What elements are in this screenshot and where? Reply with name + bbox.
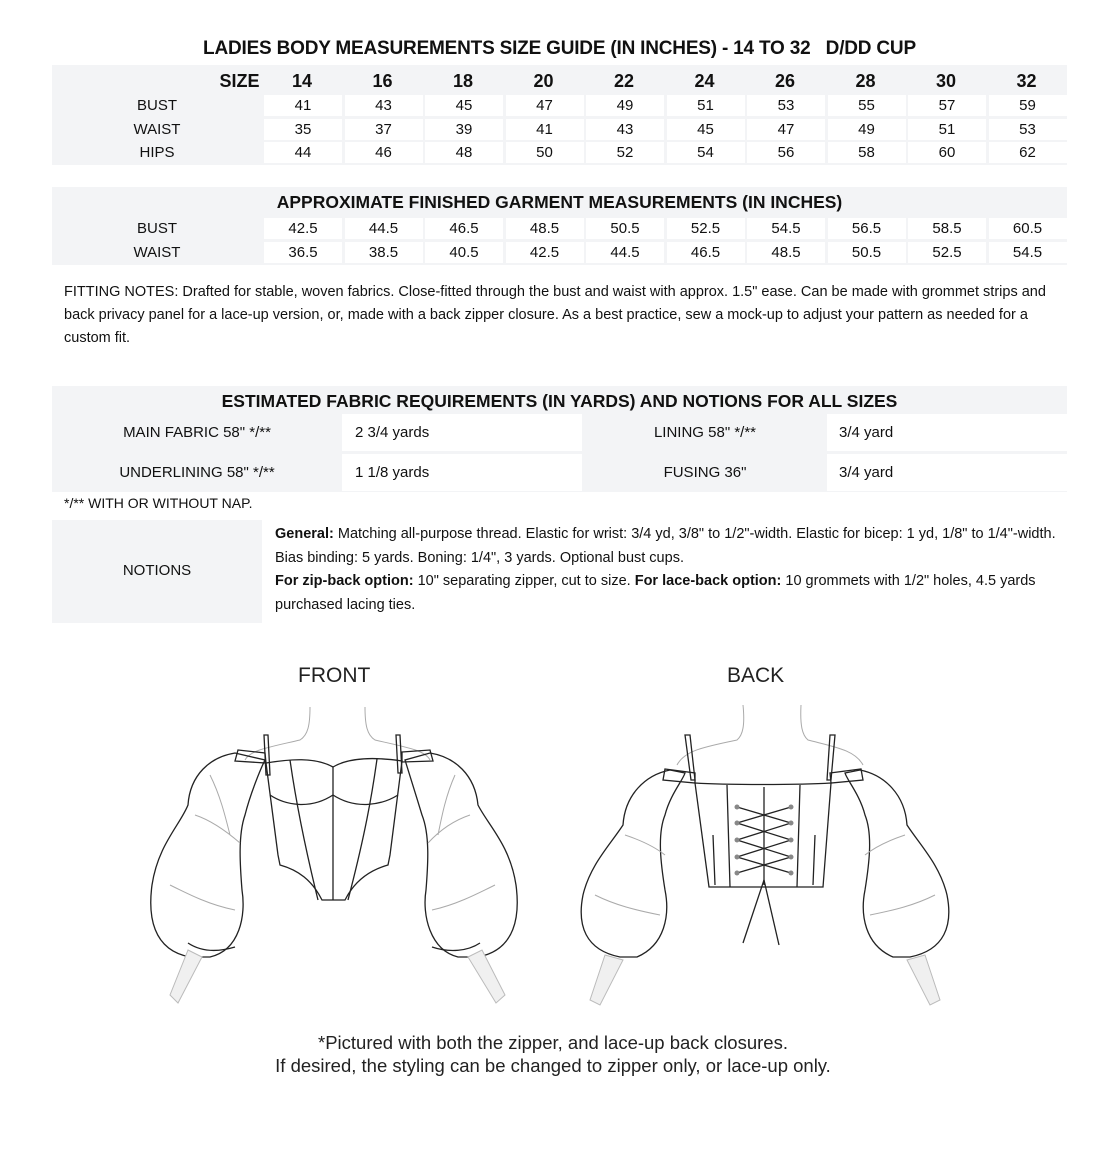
back-bodice [695,783,831,887]
finished-measurement-cell: 60.5 [989,218,1067,239]
measurement-cell: 52 [586,142,664,163]
notions-text [275,523,1065,617]
measurement-cell: 58 [828,142,906,163]
front-right-sleeve [405,753,517,1003]
fitting-notes: FITTING NOTES: Drafted for stable, woven fabrics. Close-fitted through the bust and waist with approx. 1.5" ease. Can be made with grommet strips and back privacy panel for a lace-up version, or, made with a back zipper closure. As a best practice, sew a mock-up to adjust your pattern as needed for a custom fit. [64,284,1046,346]
back-left-sleeve [581,770,685,1005]
front-garment-illustration [150,695,560,1025]
measurement-cell: 53 [747,95,825,116]
fabric-value-lining: 3/4 yard [827,414,1067,451]
fabric-value-fusing: 3/4 yard [827,454,1067,491]
finished-measurement-cell: 42.5 [506,242,584,263]
measurement-cell: 45 [667,119,745,140]
measurement-cell: 60 [908,142,986,163]
measurement-cell: 57 [908,95,986,116]
measurement-cell: 51 [908,119,986,140]
finished-measurement-cell: 56.5 [828,218,906,239]
notions-label: NOTIONS [122,562,192,579]
measurement-cell: 59 [989,95,1067,116]
notions-general-text: Matching all-purpose thread. Elastic for wrist: 3/4 yd, 3/8" to 1/2"-width. Elastic for bicep: 1 yd, 1/8" to 1/4"-width. Bias binding: 5 yards. Boning: 1/4", 3 yards. Optional bust cups. [275,526,1056,566]
measurement-cell: 43 [586,119,664,140]
measurement-cell: 55 [828,95,906,116]
size-header: 24 [694,71,715,91]
row-label-waist: WAIST [133,244,181,261]
back-view-label: BACK [727,664,785,687]
size-header: 16 [372,71,393,91]
finished-measurement-cell: 52.5 [667,218,745,239]
finished-measurement-cell: 46.5 [425,218,503,239]
finished-measurement-cell: 54.5 [747,218,825,239]
notions-zip-text: 10" separating zipper, cut to size. [413,573,635,589]
row-label-bust: BUST [136,97,177,114]
measurement-cell: 47 [506,95,584,116]
finished-measurement-cell: 36.5 [264,242,342,263]
fabric-value-main: 2 3/4 yards [342,414,582,451]
size-header: 32 [1016,71,1037,91]
size-header: 26 [774,71,796,91]
finished-measurement-cell: 50.5 [586,218,664,239]
measurement-cell: 43 [345,95,423,116]
measurement-cell: 37 [345,119,423,140]
measurement-cell: 41 [264,95,342,116]
back-garment-illustration [565,695,975,1025]
measurement-cell: 50 [506,142,584,163]
size-header: 22 [613,71,635,91]
measurement-cell: 51 [667,95,745,116]
size-header: 14 [291,71,313,91]
front-view-label: FRONT [298,664,371,687]
illustration-caption [150,1031,956,1077]
finished-measurement-cell: 46.5 [667,242,745,263]
fabric-label-lining: LINING 58" */** [653,424,757,441]
finished-measurement-cell: 38.5 [345,242,423,263]
finished-measurement-cell: 58.5 [908,218,986,239]
body-measurements-table [52,65,1067,165]
measurement-cell: 46 [345,142,423,163]
fabric-value-underlining: 1 1/8 yards [342,454,582,491]
size-header-label: SIZE [219,71,260,91]
notions-zip-label: For zip-back option: [275,573,414,589]
finished-measurement-cell: 40.5 [425,242,503,263]
measurement-cell: 62 [989,142,1067,163]
measurement-cell: 35 [264,119,342,140]
finished-measurement-cell: 50.5 [828,242,906,263]
nap-note: */** WITH OR WITHOUT NAP. [64,495,253,511]
caption-line-1: *Pictured with both the zipper, and lace-up back closures. [318,1032,788,1053]
finished-measurement-cell: 54.5 [989,242,1067,263]
measurement-cell: 48 [425,142,503,163]
finished-measurement-cell: 48.5 [747,242,825,263]
measurement-cell: 47 [747,119,825,140]
measurement-cell: 39 [425,119,503,140]
fabric-label-main: MAIN FABRIC 58" */** [123,424,271,441]
back-lacing [735,787,794,945]
measurement-cell: 54 [667,142,745,163]
front-straps [235,735,433,775]
finished-measurement-cell: 48.5 [506,218,584,239]
notions-label-cell [52,520,262,623]
measurement-cell: 53 [989,119,1067,140]
back-right-sleeve [845,770,949,1005]
measurement-cell: 44 [264,142,342,163]
row-label-waist: WAIST [133,121,181,138]
notions-lace-text: 10 grommets with 1/2" holes, 4.5 yards purchased lacing ties. [275,573,1036,613]
back-straps [663,735,863,783]
finished-garment-table [52,187,1067,265]
finished-measurement-cell: 52.5 [908,242,986,263]
caption-line-2: If desired, the styling can be changed to zipper only, or lace-up only. [275,1055,831,1076]
measurement-cell: 49 [828,119,906,140]
size-header: 18 [452,71,474,91]
measurement-cell: 45 [425,95,503,116]
finished-measurement-cell: 44.5 [345,218,423,239]
finished-measurement-cell: 44.5 [586,242,664,263]
row-label-hips: HIPS [139,144,175,161]
front-bodice [266,759,402,900]
fabric-requirements-title: ESTIMATED FABRIC REQUIREMENTS (IN YARDS) AND NOTIONS FOR ALL SIZES [221,391,898,411]
notions-lace-label: For lace-back option: [634,573,782,589]
size-header: 28 [855,71,876,91]
row-label-bust: BUST [136,220,177,237]
body-measurements-title: LADIES BODY MEASUREMENTS SIZE GUIDE (IN INCHES) - 14 TO 32 D/DD CUP [203,38,916,59]
finished-measurement-cell: 42.5 [264,218,342,239]
size-header: 20 [533,71,554,91]
size-header: 30 [935,71,957,91]
measurement-cell: 56 [747,142,825,163]
fabric-label-underlining: UNDERLINING 58" */** [119,464,275,481]
front-left-sleeve [151,753,265,1003]
finished-garment-title: APPROXIMATE FINISHED GARMENT MEASUREMENTS (IN INCHES) [276,192,843,212]
notions-general-label: General: [275,526,334,542]
measurement-cell: 41 [506,119,584,140]
measurement-cell: 49 [586,95,664,116]
fabric-label-fusing: FUSING 36" [663,464,747,481]
